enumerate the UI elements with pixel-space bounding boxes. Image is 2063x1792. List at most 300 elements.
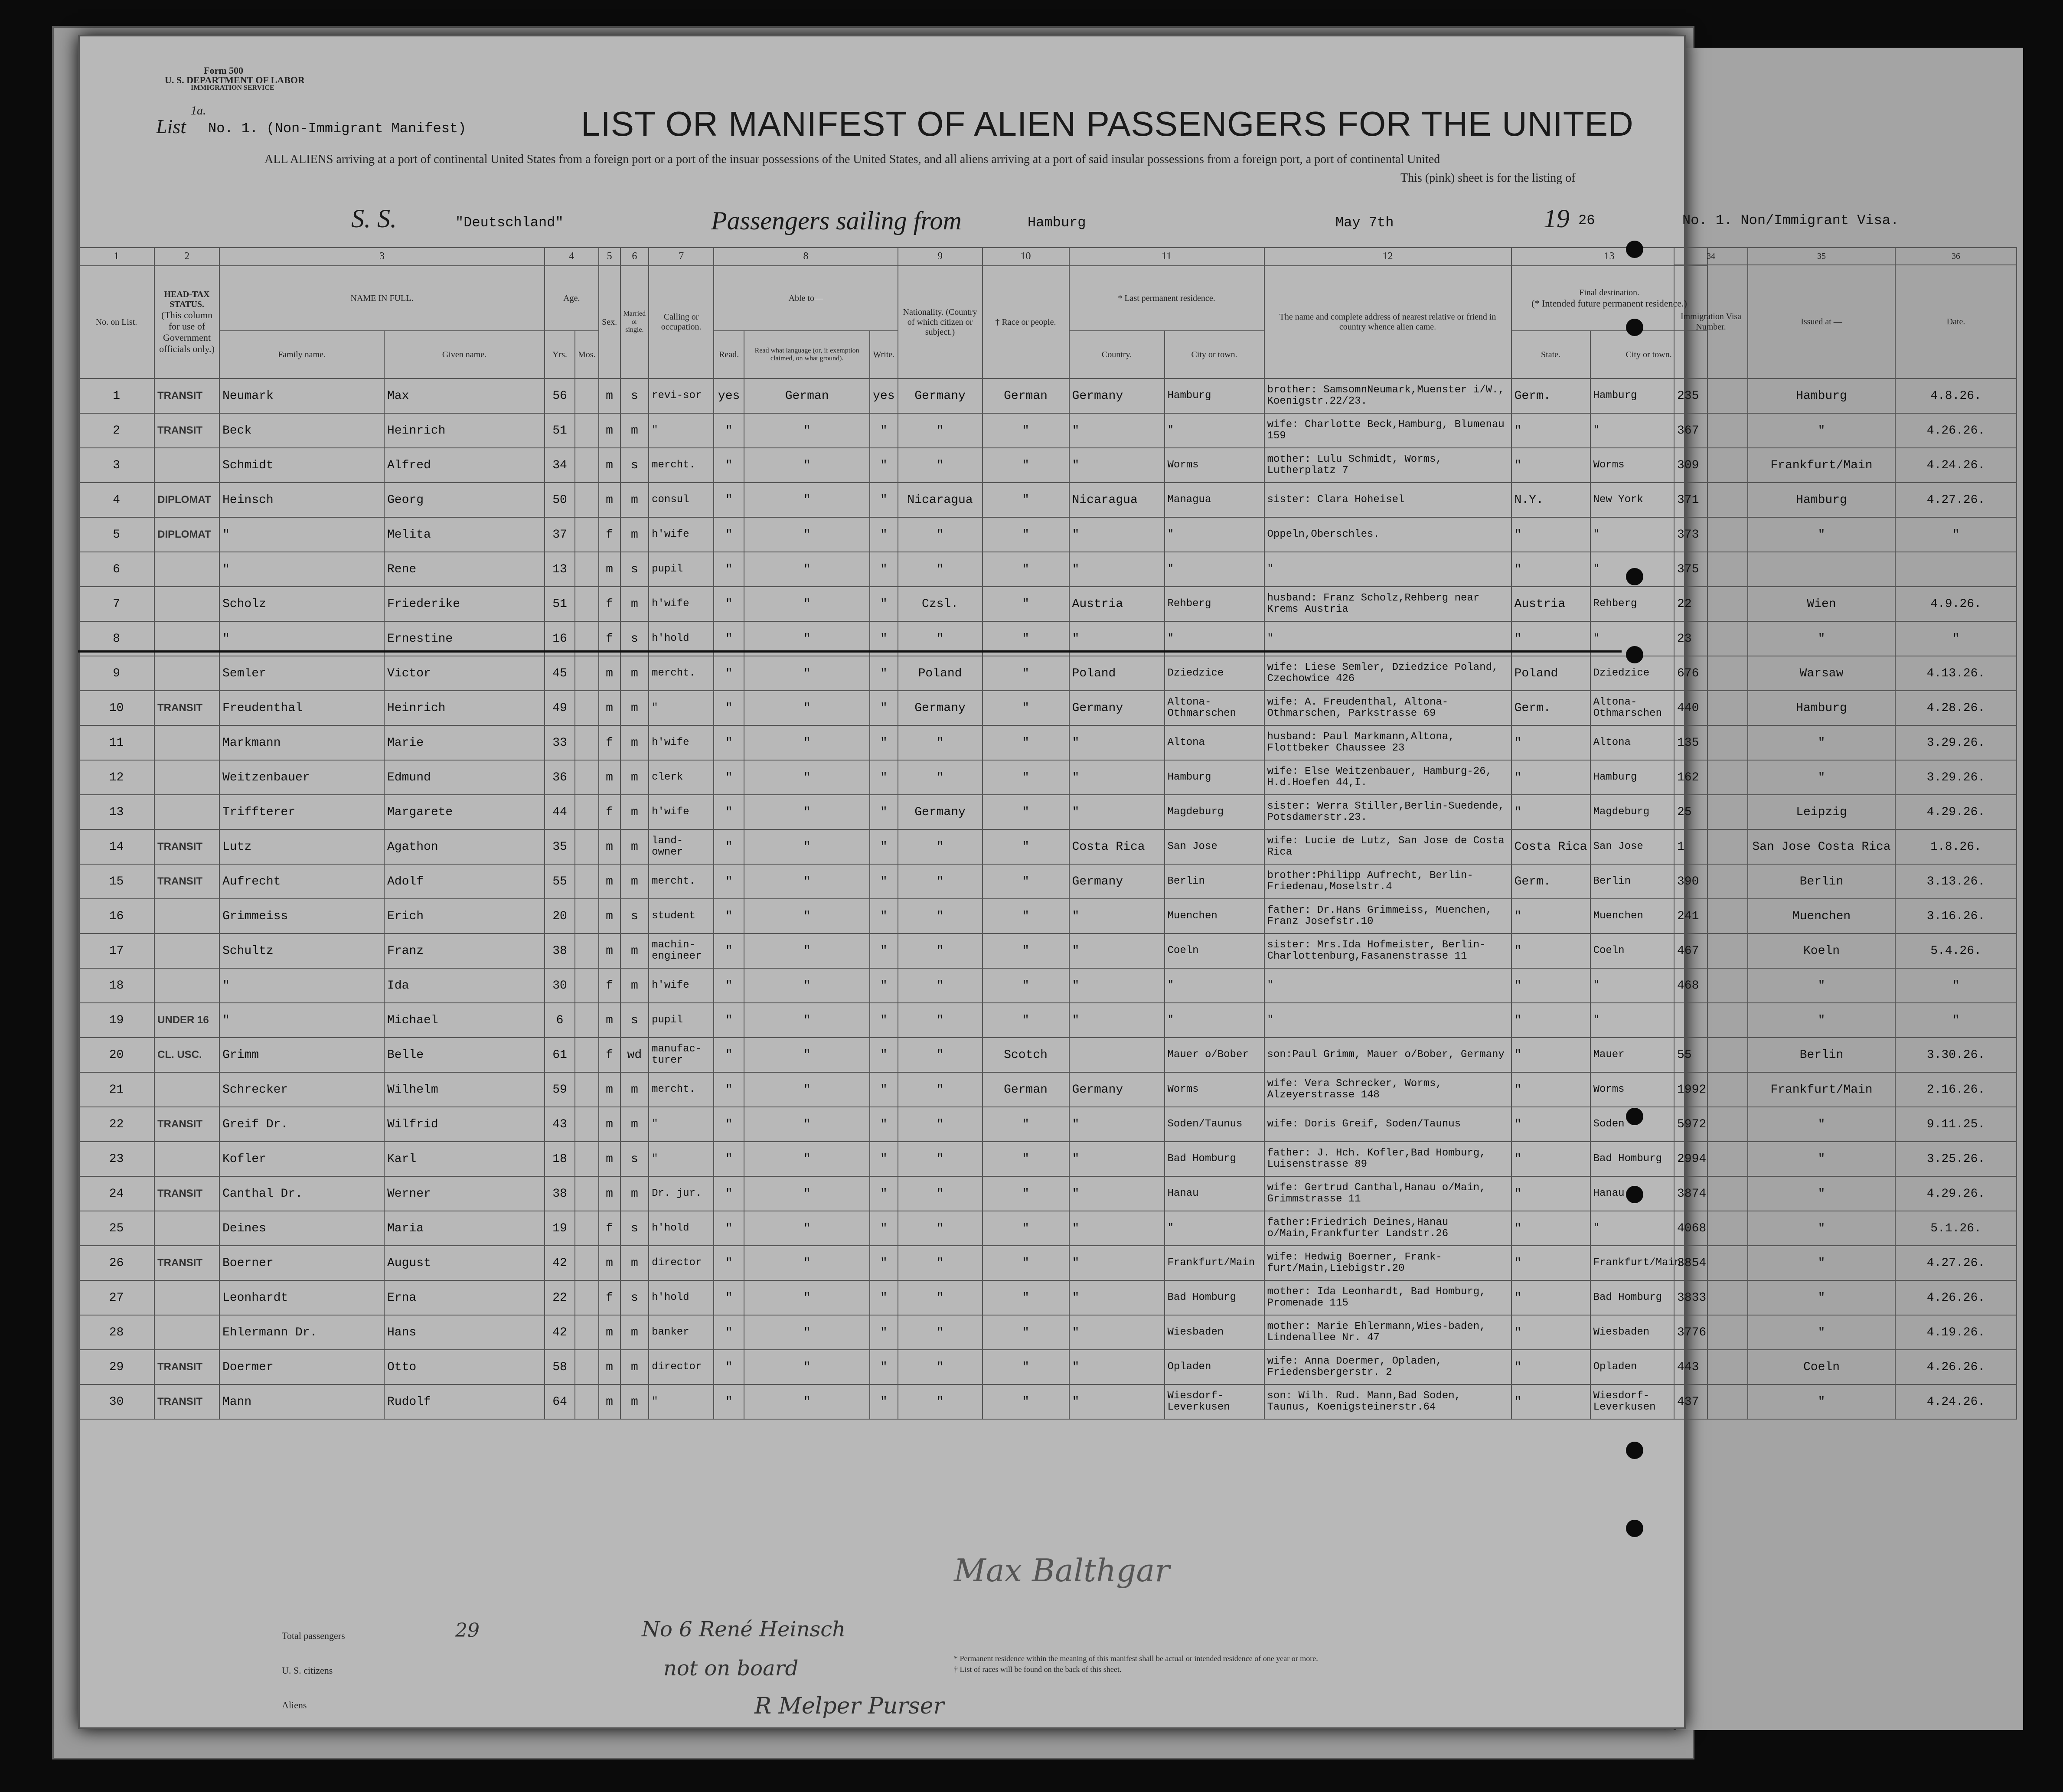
age-years: 42 <box>545 1246 575 1280</box>
given-name: Max <box>384 379 545 413</box>
visa-row <box>1674 760 2017 795</box>
marital-status: s <box>620 1003 649 1038</box>
can-write: " <box>870 1107 898 1142</box>
sex: m <box>599 934 620 968</box>
age-months <box>575 1038 599 1072</box>
destination-state: " <box>1511 1176 1590 1211</box>
given-name: Georg <box>384 483 545 517</box>
race: " <box>983 1142 1069 1176</box>
head-tax-status: TRANSIT <box>154 1246 219 1280</box>
can-write: " <box>870 829 898 864</box>
given-name-header: Given name. <box>384 331 545 379</box>
visa-date: 3.13.26. <box>1895 864 2017 899</box>
destination-city: Mauer <box>1590 1038 1707 1072</box>
visa-number: 2994 <box>1674 1142 1748 1176</box>
read-language: " <box>744 899 870 934</box>
visa-row <box>1674 864 2017 899</box>
visa-number: 235 <box>1674 379 1748 413</box>
destination-state: " <box>1511 621 1590 656</box>
visa-row <box>1674 656 2017 691</box>
row-number: 3 <box>78 448 154 483</box>
visa-number: 309 <box>1674 448 1748 483</box>
occupation: manufac-turer <box>649 1038 714 1072</box>
age-years: 51 <box>545 413 575 448</box>
page-title: LIST OR MANIFEST OF ALIEN PASSENGERS FOR THE UNITED <box>581 104 1634 143</box>
race-header: † Race or people. <box>983 266 1069 379</box>
residence-country: " <box>1069 968 1165 1003</box>
occupation: pupil <box>649 552 714 587</box>
age-years: 34 <box>545 448 575 483</box>
table-row <box>78 1038 1707 1072</box>
destination-state: " <box>1511 1072 1590 1107</box>
can-read: " <box>714 1384 744 1419</box>
residence-city: Dziedzice <box>1165 656 1264 691</box>
occupation: h'wife <box>649 795 714 829</box>
can-read: yes <box>714 379 744 413</box>
can-read: " <box>714 1072 744 1107</box>
residence-city: " <box>1165 621 1264 656</box>
nationality: " <box>898 1211 983 1246</box>
given-name: Margarete <box>384 795 545 829</box>
visa-number: 443 <box>1674 1350 1748 1384</box>
race: German <box>983 1072 1069 1107</box>
race: " <box>983 656 1069 691</box>
race: " <box>983 1107 1069 1142</box>
race: " <box>983 1211 1069 1246</box>
read-language: " <box>744 552 870 587</box>
visa-date-header: Date. <box>1895 265 2017 379</box>
can-read: " <box>714 795 744 829</box>
nearest-relative: wife: Charlotte Beck,Hamburg, Blumenau 159 <box>1264 413 1511 448</box>
can-read: " <box>714 587 744 621</box>
can-write: " <box>870 934 898 968</box>
visa-number: 440 <box>1674 691 1748 725</box>
marital-status: s <box>620 1142 649 1176</box>
head-tax-status <box>154 760 219 795</box>
residence-country: Poland <box>1069 656 1165 691</box>
occupation: " <box>649 1384 714 1419</box>
residence-country: " <box>1069 795 1165 829</box>
visa-number: 1 <box>1674 829 1748 864</box>
destination-city: Opladen <box>1590 1350 1707 1384</box>
can-write: " <box>870 517 898 552</box>
visa-row <box>1674 483 2017 517</box>
age-months <box>575 725 599 760</box>
race: " <box>983 864 1069 899</box>
marital-status: m <box>620 968 649 1003</box>
visa-row <box>1674 1072 2017 1107</box>
can-read: " <box>714 1350 744 1384</box>
head-tax-status <box>154 1280 219 1315</box>
nationality: " <box>898 1107 983 1142</box>
row-number: 23 <box>78 1142 154 1176</box>
marital-status: m <box>620 691 649 725</box>
read-language: " <box>744 413 870 448</box>
age-years: 55 <box>545 864 575 899</box>
residence-city: Mauer o/Bober <box>1165 1038 1264 1072</box>
nationality: " <box>898 864 983 899</box>
destination-state: " <box>1511 795 1590 829</box>
destination-state: " <box>1511 1038 1590 1072</box>
marital-status: m <box>620 864 649 899</box>
table-row <box>78 1246 1707 1280</box>
handwritten-signature: Max Balthgar <box>954 1552 1170 1589</box>
race: " <box>983 1003 1069 1038</box>
occupation: mercht. <box>649 864 714 899</box>
destination-city: " <box>1590 517 1707 552</box>
nearest-relative: sister: Werra Stiller,Berlin-Suedende, Potsdamerstr.23. <box>1264 795 1511 829</box>
table-row <box>78 934 1707 968</box>
occupation: mercht. <box>649 1072 714 1107</box>
head-tax-status <box>154 552 219 587</box>
given-name: Edmund <box>384 760 545 795</box>
head-tax-status <box>154 934 219 968</box>
marital-status: m <box>620 483 649 517</box>
handwritten-note-1: No 6 René Heinsch <box>642 1617 846 1642</box>
family-name: Freudenthal <box>219 691 384 725</box>
nearest-relative: brother: SamsomnNeumark,Muenster i/W., Koenigstr.22/23. <box>1264 379 1511 413</box>
visa-date: 4.24.26. <box>1895 448 2017 483</box>
can-write: " <box>870 483 898 517</box>
age-years: 20 <box>545 899 575 934</box>
aliens-label: Aliens <box>282 1700 307 1710</box>
can-read: " <box>714 899 744 934</box>
read-language: " <box>744 1176 870 1211</box>
given-name: Alfred <box>384 448 545 483</box>
visa-number: 3833 <box>1674 1280 1748 1315</box>
visa-issued-at: " <box>1748 1384 1895 1419</box>
can-write: " <box>870 1350 898 1384</box>
given-name: Otto <box>384 1350 545 1384</box>
table-row <box>78 1280 1707 1315</box>
race: " <box>983 483 1069 517</box>
can-write: " <box>870 1072 898 1107</box>
visa-date: " <box>1895 621 2017 656</box>
marital-status: s <box>620 552 649 587</box>
table-row <box>78 725 1707 760</box>
given-name: Agathon <box>384 829 545 864</box>
race: " <box>983 1280 1069 1315</box>
visa-issued-at: " <box>1748 1211 1895 1246</box>
destination-city: Hanau <box>1590 1176 1707 1211</box>
given-name: Maria <box>384 1211 545 1246</box>
age-months <box>575 587 599 621</box>
sex: f <box>599 621 620 656</box>
visa-date: 4.24.26. <box>1895 1384 2017 1419</box>
visa-issued-at: " <box>1748 725 1895 760</box>
head-tax-status <box>154 448 219 483</box>
visa-number: 23 <box>1674 621 1748 656</box>
nearest-relative: father:Friedrich Deines,Hanau o/Main,Frankfurter Landstr.26 <box>1264 1211 1511 1246</box>
family-name: Schmidt <box>219 448 384 483</box>
sex: f <box>599 795 620 829</box>
marital-status: s <box>620 1211 649 1246</box>
age-months <box>575 1176 599 1211</box>
visa-table: 34 35 36 Immigration Visa Number. Issued at — Date. 235 Hamburg 4.8.26. 367 " 4.26.26. 309 Frankfurt/Main 4.24.26. 371 Hamburg 4.27.26. 373 " " 375 22 Wien 4.9.26. 23 " " 676 Warsaw 4.13.26. 440 Hamburg 4.28.26. 135 " 3.29.26. 162 " 3.29.26. 25 Leipzig 4.29.26. 1 San Jose Costa Rica 1.8.26. 390 Berlin 3.13.26. 241 Muenchen 3.16.26. 467 Koeln 5.4.26. 468 " " " " 55 Berlin 3.30.26. 1992 Frankfurt/Main 2.16.26. 5972 " 9.11.25. 2994 " 3.25.26. 3874 " 4.29.26. 4068 " 5.1.26. 3854 " 4.27.26. 3833 " 4.26.26. 3776 " 4.19.26. 443 Coeln 4.26.26. 437 " 4.24.26. <box>1674 247 2017 1420</box>
race: Scotch <box>983 1038 1069 1072</box>
occupation: mercht. <box>649 656 714 691</box>
destination-city: " <box>1590 1003 1707 1038</box>
can-read: " <box>714 517 744 552</box>
age-years: 59 <box>545 1072 575 1107</box>
read-language: " <box>744 1350 870 1384</box>
age-years: 16 <box>545 621 575 656</box>
destination-city: Hamburg <box>1590 760 1707 795</box>
destination-state: " <box>1511 413 1590 448</box>
visa-number: 1992 <box>1674 1072 1748 1107</box>
visa-issued-at: " <box>1748 1142 1895 1176</box>
residence-city: Muenchen <box>1165 899 1264 934</box>
list-number: No. 1. (Non-Immigrant Manifest) <box>208 121 467 137</box>
destination-city: Wiesbaden <box>1590 1315 1707 1350</box>
age-months <box>575 968 599 1003</box>
ss-label: S. S. <box>351 204 397 233</box>
can-write: " <box>870 1176 898 1211</box>
visa-number: 3874 <box>1674 1176 1748 1211</box>
row-number: 21 <box>78 1072 154 1107</box>
age-months <box>575 379 599 413</box>
age-years: 33 <box>545 725 575 760</box>
destination-city: " <box>1590 413 1707 448</box>
age-months <box>575 1315 599 1350</box>
destination-city: Wiesdorf-Leverkusen <box>1590 1384 1707 1419</box>
nationality: " <box>898 760 983 795</box>
row-number: 5 <box>78 517 154 552</box>
read-language: " <box>744 1384 870 1419</box>
age-months <box>575 760 599 795</box>
sex: m <box>599 1072 620 1107</box>
residence-country: " <box>1069 1176 1165 1211</box>
residence-city: Rehberg <box>1165 587 1264 621</box>
read-language: " <box>744 1315 870 1350</box>
read-language: " <box>744 1107 870 1142</box>
family-name: Schrecker <box>219 1072 384 1107</box>
age-months <box>575 934 599 968</box>
destination-city: " <box>1590 1211 1707 1246</box>
destination-state: Costa Rica <box>1511 829 1590 864</box>
punch-hole <box>1626 319 1643 336</box>
given-name: Belle <box>384 1038 545 1072</box>
age-years: 38 <box>545 934 575 968</box>
visa-date: 4.26.26. <box>1895 1280 2017 1315</box>
residence-city: Coeln <box>1165 934 1264 968</box>
punch-hole <box>1626 1186 1643 1203</box>
nationality: " <box>898 1280 983 1315</box>
visa-issued-at: " <box>1748 1246 1895 1280</box>
occupation: pupil <box>649 1003 714 1038</box>
table-row <box>78 1176 1707 1211</box>
table-row <box>78 829 1707 864</box>
destination-city: " <box>1590 621 1707 656</box>
sex: m <box>599 552 620 587</box>
age-years: 38 <box>545 1176 575 1211</box>
visa-number: 55 <box>1674 1038 1748 1072</box>
destination-city: Worms <box>1590 1072 1707 1107</box>
destination-city: Worms <box>1590 448 1707 483</box>
visa-date: 3.30.26. <box>1895 1038 2017 1072</box>
visa-row <box>1674 379 2017 413</box>
occupation: " <box>649 1107 714 1142</box>
given-name: Heinrich <box>384 413 545 448</box>
head-tax-status: CL. USC. <box>154 1038 219 1072</box>
destination-state: " <box>1511 968 1590 1003</box>
residence-city: Worms <box>1165 1072 1264 1107</box>
row-number: 10 <box>78 691 154 725</box>
visa-row <box>1674 691 2017 725</box>
nearest-relative: son:Paul Grimm, Mauer o/Bober, Germany <box>1264 1038 1511 1072</box>
yrs-header: Yrs. <box>545 331 575 379</box>
race: " <box>983 1315 1069 1350</box>
table-row <box>78 1072 1707 1107</box>
row-number: 28 <box>78 1315 154 1350</box>
visa-date: 3.16.26. <box>1895 899 2017 934</box>
head-tax-status <box>154 899 219 934</box>
visa-issued-at: Muenchen <box>1748 899 1895 934</box>
family-name-header: Family name. <box>219 331 384 379</box>
residence-city: Managua <box>1165 483 1264 517</box>
age-years: 64 <box>545 1384 575 1419</box>
visa-date: 5.1.26. <box>1895 1211 2017 1246</box>
nearest-relative: husband: Franz Scholz,Rehberg near Krems Austria <box>1264 587 1511 621</box>
residence-country: " <box>1069 1211 1165 1246</box>
read-language: " <box>744 621 870 656</box>
visa-number-header: Immigration Visa Number. <box>1674 265 1748 379</box>
race: German <box>983 379 1069 413</box>
family-name: Mann <box>219 1384 384 1419</box>
head-tax-status: TRANSIT <box>154 1107 219 1142</box>
read-language: " <box>744 1072 870 1107</box>
family-name: Neumark <box>219 379 384 413</box>
ship-name: "Deutschland" <box>455 215 564 231</box>
age-years: 61 <box>545 1038 575 1072</box>
age-years: 58 <box>545 1350 575 1384</box>
age-years: 51 <box>545 587 575 621</box>
residence-city: Bad Homburg <box>1165 1142 1264 1176</box>
table-row <box>78 795 1707 829</box>
destination-city: Coeln <box>1590 934 1707 968</box>
family-name: Greif Dr. <box>219 1107 384 1142</box>
occupation: h'wife <box>649 725 714 760</box>
visa-date: " <box>1895 1003 2017 1038</box>
visa-row <box>1674 1176 2017 1211</box>
residence-city: Wiesdorf-Leverkusen <box>1165 1384 1264 1419</box>
can-write: " <box>870 413 898 448</box>
can-read: " <box>714 483 744 517</box>
visa-issued-at: Berlin <box>1748 1038 1895 1072</box>
list-label: List <box>156 115 186 137</box>
visa-issued-at: " <box>1748 1003 1895 1038</box>
can-read: " <box>714 621 744 656</box>
race: " <box>983 1176 1069 1211</box>
destination-state: N.Y. <box>1511 483 1590 517</box>
given-name: Michael <box>384 1003 545 1038</box>
column-number-row: 1 2 3 4 5 6 7 8 9 10 11 12 13 <box>78 248 1707 266</box>
read-language: " <box>744 483 870 517</box>
visa-issued-at: " <box>1748 968 1895 1003</box>
residence-city: Frankfurt/Main <box>1165 1246 1264 1280</box>
occupation: consul <box>649 483 714 517</box>
visa-date: 4.9.26. <box>1895 587 2017 621</box>
table-row <box>78 552 1707 587</box>
row-number: 20 <box>78 1038 154 1072</box>
visa-row <box>1674 1315 2017 1350</box>
nationality: " <box>898 1038 983 1072</box>
visa-row <box>1674 1107 2017 1142</box>
visa-issued-at: " <box>1748 760 1895 795</box>
destination-city: Berlin <box>1590 864 1707 899</box>
age-years: 35 <box>545 829 575 864</box>
list-prefix: 1a. <box>191 104 206 118</box>
race: " <box>983 899 1069 934</box>
head-tax-status <box>154 725 219 760</box>
race: " <box>983 934 1069 968</box>
punch-hole <box>1626 1520 1643 1537</box>
visa-number: 371 <box>1674 483 1748 517</box>
mos-header: Mos. <box>575 331 599 379</box>
can-read: " <box>714 1211 744 1246</box>
visa-number: 135 <box>1674 725 1748 760</box>
nationality: Nicaragua <box>898 483 983 517</box>
residence-country: " <box>1069 725 1165 760</box>
visa-issued-at: " <box>1748 1280 1895 1315</box>
can-read: " <box>714 413 744 448</box>
can-read: " <box>714 725 744 760</box>
sex: f <box>599 1211 620 1246</box>
can-read: " <box>714 829 744 864</box>
visa-row <box>1674 1038 2017 1072</box>
occupation: clerk <box>649 760 714 795</box>
issued-at-header: Issued at — <box>1748 265 1895 379</box>
age-months <box>575 552 599 587</box>
visa-date: 4.29.26. <box>1895 1176 2017 1211</box>
destination-city: San Jose <box>1590 829 1707 864</box>
visa-number: 373 <box>1674 517 1748 552</box>
sex: m <box>599 1176 620 1211</box>
age-months <box>575 1211 599 1246</box>
nearest-relative: mother: Ida Leonhardt, Bad Homburg, Promenade 115 <box>1264 1280 1511 1315</box>
given-name: Franz <box>384 934 545 968</box>
visa-date: 3.25.26. <box>1895 1142 2017 1176</box>
race: " <box>983 691 1069 725</box>
nationality: " <box>898 413 983 448</box>
nearest-relative: brother:Philipp Aufrecht, Berlin-Friedenau,Moselstr.4 <box>1264 864 1511 899</box>
age-header: Age. <box>545 266 599 331</box>
can-write: " <box>870 1280 898 1315</box>
family-name: Boerner <box>219 1246 384 1280</box>
age-months <box>575 899 599 934</box>
head-tax-status: TRANSIT <box>154 691 219 725</box>
can-read: " <box>714 1246 744 1280</box>
visa-date: 4.28.26. <box>1895 691 2017 725</box>
residence-country <box>1069 1038 1165 1072</box>
visa-date: 3.29.26. <box>1895 725 2017 760</box>
head-tax-status: TRANSIT <box>154 1176 219 1211</box>
row-number: 13 <box>78 795 154 829</box>
visa-number: 390 <box>1674 864 1748 899</box>
nationality: " <box>898 552 983 587</box>
marital-status: m <box>620 517 649 552</box>
family-name: Semler <box>219 656 384 691</box>
age-months <box>575 691 599 725</box>
can-read: " <box>714 1107 744 1142</box>
can-write: " <box>870 552 898 587</box>
table-row <box>78 1384 1707 1419</box>
residence-country: " <box>1069 1384 1165 1419</box>
family-name: Heinsch <box>219 483 384 517</box>
marital-status: s <box>620 379 649 413</box>
write-header: Write. <box>870 331 898 379</box>
residence-city: Hamburg <box>1165 760 1264 795</box>
